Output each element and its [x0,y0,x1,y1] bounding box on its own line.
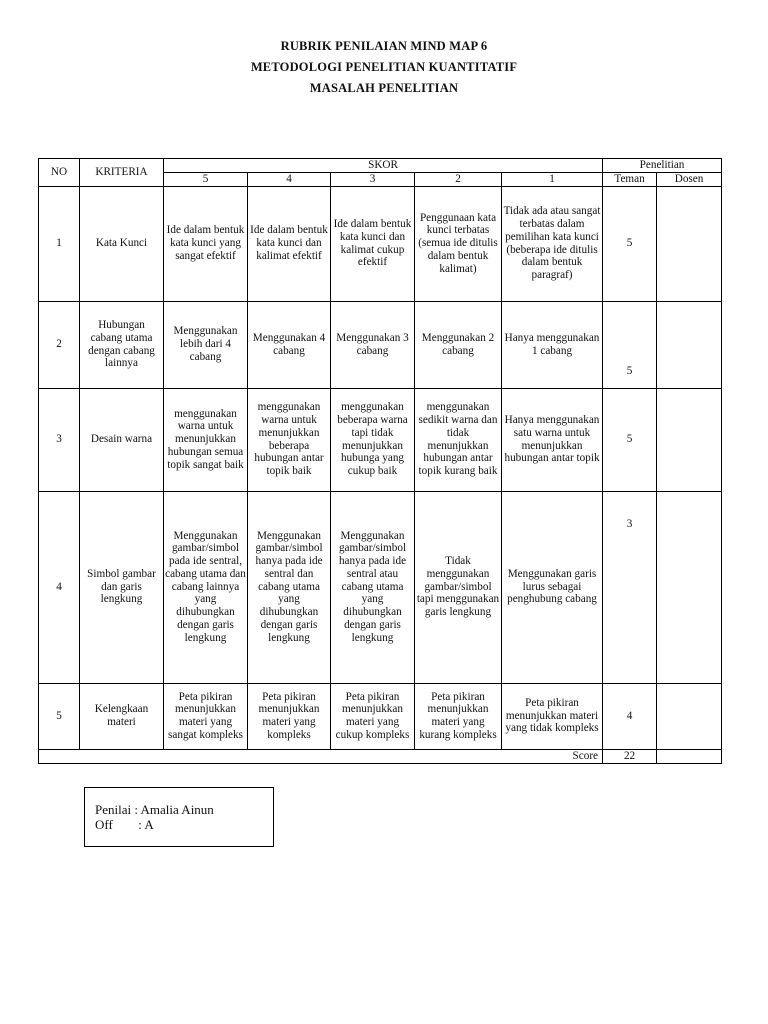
header-penelitian: Penelitian [603,159,722,173]
score-label: Score [39,749,603,763]
row-kriteria: Hubungan cabang utama dengan cabang lainnya [80,301,164,388]
row-teman-score: 3 [603,491,657,683]
row-kriteria: Kata Kunci [80,186,164,301]
table-row [39,388,722,491]
score-total-row [39,749,722,763]
row-score-4-desc: Menggunakan gambar/simbol hanya pada ide sentral dan cabang utama yang dihubungkan dengan garis lengkung [248,491,331,683]
off-value: : A [138,817,154,832]
row-score-1-desc: Hanya menggunakan satu warna untuk menunjukkan hubungan antar topik [502,388,603,491]
header-score-1: 1 [502,172,603,186]
row-dosen-score [657,388,722,491]
penilai-key: Penilai [95,802,132,817]
header-kriteria: KRITERIA [80,159,164,187]
row-teman-score: 5 [603,301,657,388]
row-score-2-desc: Peta pikiran menunjukkan materi yang kurang kompleks [415,683,502,749]
row-dosen-score [657,301,722,388]
row-score-2-desc: Penggunaan kata kunci terbatas (semua ide ditulis dalam bentuk kalimat) [415,186,502,301]
row-teman-score: 4 [603,683,657,749]
penilai-line [95,802,214,818]
title-line-2: METODOLOGI PENELITIAN KUANTITATIF [250,60,518,74]
row-score-4-desc: Ide dalam bentuk kata kunci dan kalimat efektif [248,186,331,301]
header-score-2: 2 [415,172,502,186]
title-line-1: RUBRIK PENILAIAN MIND MAP 6 [280,39,488,53]
header-no: NO [39,159,80,187]
row-score-5-desc: Peta pikiran menunjukkan materi yang sangat kompleks [164,683,248,749]
row-score-2-desc: Tidak menggunakan gambar/simbol tapi menggunakan garis lengkung [415,491,502,683]
row-score-5-desc: Ide dalam bentuk kata kunci yang sangat efektif [164,186,248,301]
table-row [39,683,722,749]
penilai-value: : Amalia Ainun [134,802,214,817]
header-score-3: 3 [331,172,415,186]
title-line-3: MASALAH PENELITIAN [309,81,459,95]
row-teman-score: 5 [603,186,657,301]
row-score-3-desc: menggunakan beberapa warna tapi tidak menunjukkan hubunga yang cukup baik [331,388,415,491]
row-dosen-score [657,683,722,749]
header-skor: SKOR [164,159,603,173]
row-score-1-desc: Tidak ada atau sangat terbatas dalam pemilihan kata kunci (beberapa ide ditulis dalam bentuk paragraf) [502,186,603,301]
score-total-teman: 22 [603,749,657,763]
row-kriteria: Kelengkaan materi [80,683,164,749]
header-teman: Teman [603,172,657,186]
table-row [39,301,722,388]
row-no: 5 [39,683,80,749]
row-no: 4 [39,491,80,683]
row-score-4-desc: Menggunakan 4 cabang [248,301,331,388]
header-score-5: 5 [164,172,248,186]
row-score-3-desc: Ide dalam bentuk kata kunci dan kalimat cukup efektif [331,186,415,301]
row-score-3-desc: Peta pikiran menunjukkan materi yang cukup kompleks [331,683,415,749]
header-dosen: Dosen [657,172,722,186]
row-no: 3 [39,388,80,491]
row-score-1-desc: Peta pikiran menunjukkan materi yang tidak kompleks [502,683,603,749]
row-no: 1 [39,186,80,301]
row-no: 2 [39,301,80,388]
row-score-3-desc: Menggunakan gambar/simbol hanya pada ide sentral atau cabang utama yang dihubungkan dengan garis lengkung [331,491,415,683]
row-dosen-score [657,186,722,301]
row-score-3-desc: Menggunakan 3 cabang [331,301,415,388]
table-row [39,186,722,301]
score-total-dosen [657,749,722,763]
table-row [39,491,722,683]
evaluator-box [84,787,274,847]
row-score-1-desc: Menggunakan garis lurus sebagai penghubung cabang [502,491,603,683]
row-dosen-score [657,491,722,683]
row-score-4-desc: menggunakan warna untuk menunjukkan beberapa hubungan antar topik baik [248,388,331,491]
off-line [95,817,154,833]
row-kriteria: Simbol gambar dan garis lengkung [80,491,164,683]
off-key: Off [95,817,113,832]
header-score-4: 4 [248,172,331,186]
row-score-5-desc: menggunakan warna untuk menunjukkan hubungan semua topik sangat baik [164,388,248,491]
row-score-2-desc: menggunakan sedikit warna dan tidak menunjukkan hubungan antar topik kurang baik [415,388,502,491]
row-score-5-desc: Menggunakan lebih dari 4 cabang [164,301,248,388]
row-score-1-desc: Hanya menggunakan 1 cabang [502,301,603,388]
row-kriteria: Desain warna [80,388,164,491]
row-score-4-desc: Peta pikiran menunjukkan materi yang kompleks [248,683,331,749]
row-score-5-desc: Menggunakan gambar/simbol pada ide sentral, cabang utama dan cabang lainnya yang dihubungkan dengan garis lengkung [164,491,248,683]
rubric-table [38,158,722,764]
row-score-2-desc: Menggunakan 2 cabang [415,301,502,388]
document-header [0,36,768,99]
header-row-1 [39,159,722,173]
row-teman-score: 5 [603,388,657,491]
